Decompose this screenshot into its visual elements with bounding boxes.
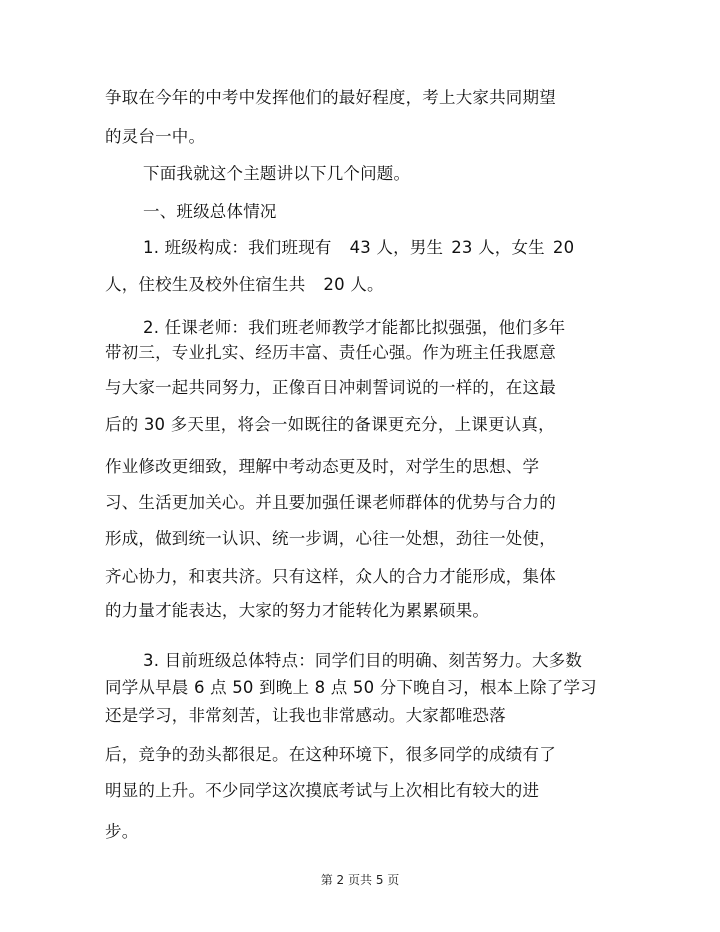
paragraph-line: 还是学习，非常刻苦，让我也非常感动。大家都唯恐落 — [105, 706, 506, 725]
paragraph-line: 下面我就这个主题讲以下几个问题。 — [143, 164, 411, 183]
paragraph-line: 作业修改更细致，理解中考动态更及时，对学生的思想、学 — [105, 457, 540, 476]
paragraph-line — [105, 275, 384, 295]
text-run: 人，住校生及校外住宿生共 — [105, 275, 306, 294]
paragraph-line: 形成，做到统一认识、统一步调，心往一处想，劲往一处使， — [105, 529, 556, 548]
paragraph-line: 的力量才能表达，大家的努力才能转化为累累硕果。 — [105, 601, 490, 620]
paragraph-line: 3. 目前班级总体特点：同学们目的明确、刻苦努力。大多数 — [143, 651, 583, 670]
paragraph-line: 的灵台一中。 — [105, 127, 206, 146]
paragraph-line: 明显的上升。不少同学这次摸底考试与上次相比有较大的进 — [105, 781, 540, 800]
paragraph-line: 齐心协力，和衷共济。只有这样，众人的合力才能形成，集体 — [105, 567, 556, 586]
paragraph-line — [143, 238, 574, 258]
page-footer: 第 2 页共 5 页 — [320, 873, 400, 887]
paragraph-line: 2. 任课老师：我们班老师教学才能都比拟强强，他们多年 — [143, 318, 566, 337]
paragraph-line: 后的 30 多天里，将会一如既往的备课更充分，上课更认真， — [105, 415, 555, 434]
paragraph-line: 习、生活更加关心。并且要加强任课老师群体的优势与合力的 — [105, 493, 556, 512]
text-run: 23 人，女生 — [451, 238, 545, 257]
paragraph-line: 后，竞争的劲头都很足。在这种环境下，很多同学的成绩有了 — [105, 745, 556, 764]
paragraph-line: 步。 — [105, 822, 139, 841]
text-run: 20 人。 — [323, 275, 384, 294]
text-run: 43 人，男生 — [349, 238, 444, 257]
paragraph-line: 同学从早晨 6 点 50 到晚上 8 点 50 分下晚自习，根本上除了学习 — [105, 678, 597, 697]
text-run: 20 — [552, 238, 575, 257]
paragraph-line: 与大家一起共同努力，正像百日冲刺誓词说的一样的，在这最 — [105, 378, 556, 397]
paragraph-line: 带初三，专业扎实、经历丰富、责任心强。作为班主任我愿意 — [105, 343, 556, 362]
paragraph-line: 争取在今年的中考中发挥他们的最好程度，考上大家共同期望 — [105, 88, 556, 107]
text-run: 1. 班级构成：我们班现有 — [143, 238, 332, 257]
section-heading: 一、班级总体情况 — [143, 202, 277, 221]
